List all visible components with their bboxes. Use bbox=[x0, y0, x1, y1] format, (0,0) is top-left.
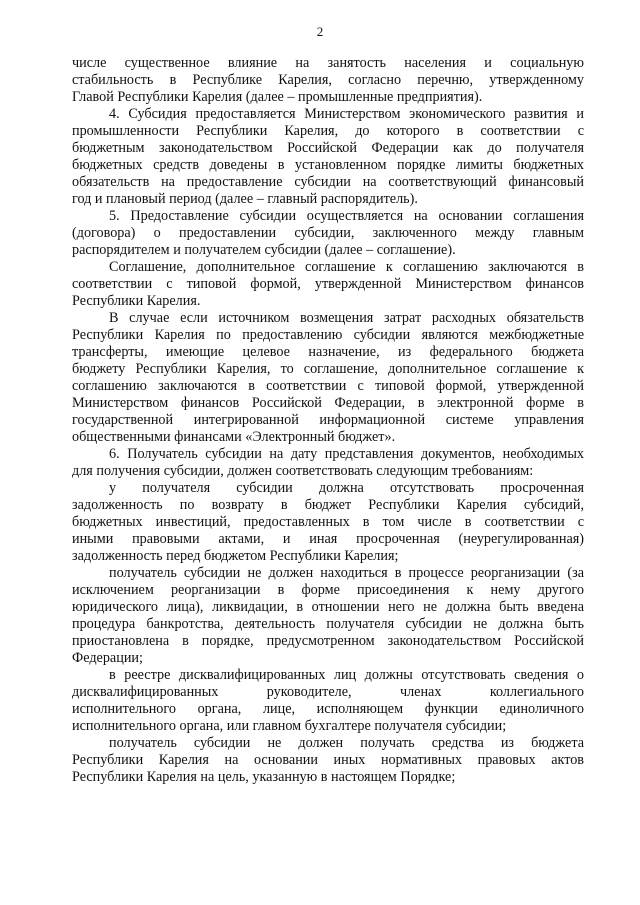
text-line: иными правовыми актами, и иная просроченная (неурегулированная) bbox=[72, 531, 584, 547]
document-body bbox=[72, 55, 584, 786]
text-line: общественными финансами «Электронный бюджет». bbox=[72, 429, 396, 445]
text-line: Федерации; bbox=[72, 650, 143, 666]
text-line: стабильность в Республике Карелия, согласно перечню, утвержденному bbox=[72, 72, 584, 88]
text-line: обязательств на предоставление субсидии на соответствующий финансовый bbox=[72, 174, 584, 190]
text-line: бюджетным законодательством Российской Федерации как до получателя bbox=[72, 140, 584, 156]
text-line: год и плановый период (далее – главный распорядитель). bbox=[72, 191, 418, 207]
page-number: 2 bbox=[316, 24, 324, 39]
text-line: Соглашение, дополнительное соглашение к соглашению заключаются в bbox=[109, 259, 584, 275]
text-line: Республики Карелия. bbox=[72, 293, 201, 309]
text-line: исполнительного органа, лице, исполняющем функции единоличного bbox=[72, 701, 584, 717]
text-line: задолженность по возврату в бюджет Республики Карелия субсидий, bbox=[72, 497, 584, 513]
text-line: бюджетных средств доведены в установленном порядке лимиты бюджетных bbox=[72, 157, 584, 173]
text-line: Главой Республики Карелия (далее – промышленные предприятия). bbox=[72, 89, 483, 105]
text-line: Министерством финансов Российской Федерации, в электронной форме в bbox=[72, 395, 584, 411]
text-line: Республики Карелия по предоставлению субсидии являются межбюджетные bbox=[72, 327, 584, 343]
text-line: для получения субсидии, должен соответствовать следующим требованиям: bbox=[72, 463, 534, 479]
text-line: распорядителем и получателем субсидии (далее – соглашение). bbox=[72, 242, 456, 258]
text-line: 4. Субсидия предоставляется Министерством экономического развития и bbox=[109, 106, 584, 122]
text-line: 6. Получатель субсидии на дату представления документов, необходимых bbox=[109, 446, 584, 462]
text-line: 5. Предоставление субсидии осуществляется на основании соглашения bbox=[109, 208, 584, 224]
text-line: юридического лица), ликвидации, в отношении него не должна быть введена bbox=[72, 599, 584, 615]
text-line: соглашению заключаются в соответствии с типовой формой, утвержденной bbox=[72, 378, 584, 394]
text-line: В случае если источником возмещения затрат расходных обязательств bbox=[109, 310, 584, 326]
text-line: процедура банкротства, деятельность получателя субсидии не должна быть bbox=[72, 616, 584, 632]
text-line: у получателя субсидии должна отсутствовать просроченная bbox=[109, 480, 584, 496]
text-line: Республики Карелия на цель, указанную в настоящем Порядке; bbox=[72, 769, 456, 785]
text-line: числе существенное влияние на занятость населения и социальную bbox=[72, 55, 584, 71]
text-line: получатель субсидии не должен получать средства из бюджета bbox=[109, 735, 584, 751]
text-line: бюджетных инвестиций, предоставленных в том числе в соответствии с bbox=[72, 514, 584, 530]
text-line: получатель субсидии не должен находиться в процессе реорганизации (за bbox=[109, 565, 584, 581]
text-line: Республики Карелия на основании иных нормативных правовых актов bbox=[72, 752, 584, 768]
text-line: соответствии с типовой формой, утвержденной Министерством финансов bbox=[72, 276, 584, 292]
text-line: исключением реорганизации в форме присоединения к нему другого bbox=[72, 582, 584, 598]
text-line: дисквалифицированных руководителе, членах коллегиального bbox=[72, 684, 584, 700]
text-line: промышленности Республики Карелия, до которого в соответствии с bbox=[72, 123, 584, 139]
text-line: задолженность перед бюджетом Республики Карелия; bbox=[72, 548, 399, 564]
text-line: приостановлена в порядке, предусмотренном законодательством Российской bbox=[72, 633, 584, 649]
text-line: государственной интегрированной информационной системе управления bbox=[72, 412, 584, 428]
text-line: исполнительного органа, или главном бухгалтере получателя субсидии; bbox=[72, 718, 507, 734]
text-line: в реестре дисквалифицированных лиц должны отсутствовать сведения о bbox=[109, 667, 584, 683]
text-line: бюджету Республики Карелия, то соглашение, дополнительное соглашение к bbox=[72, 361, 584, 377]
text-line: (договора) о предоставлении субсидии, заключенного между главным bbox=[72, 225, 584, 241]
text-line: трансферты, имеющие целевое назначение, из федерального бюджета bbox=[72, 344, 584, 360]
